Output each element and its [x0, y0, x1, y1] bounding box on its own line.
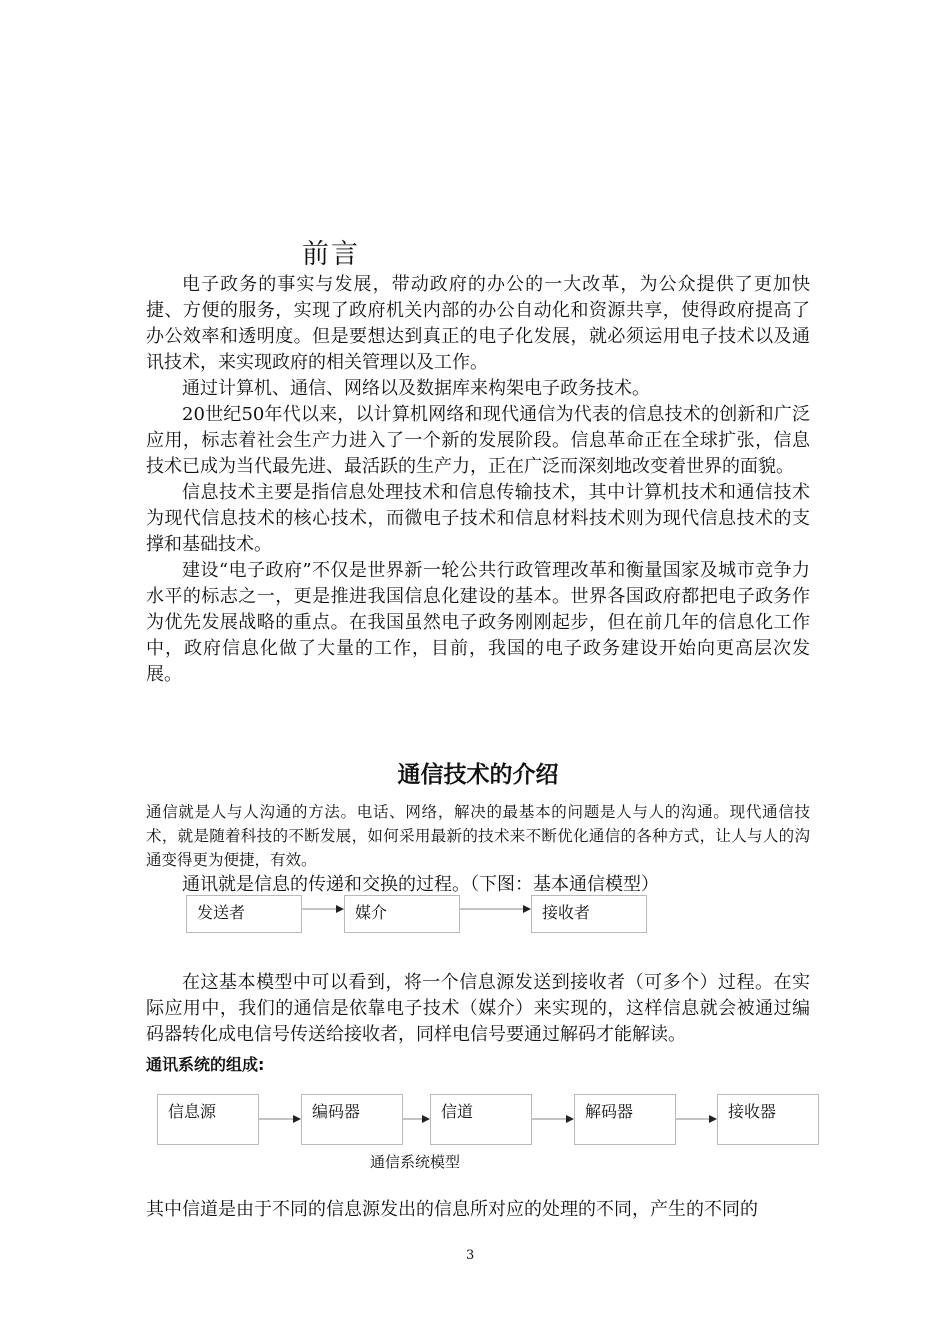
- section-intro-paragraph: 通信就是人与人沟通的方法。电话、网络，解决的最基本的问题是人与人的沟通。现代通信技术，就是随着科技的不断发展，如何采用最新的技术来不断优化通信的各种方式，让人与人的沟通变得更为便捷，有效。: [146, 803, 810, 869]
- model-explanation-paragraph: 在这基本模型中可以看到，将一个信息源发送到接收者（可多个）过程。在实际应用中，我们的通信是依靠电子技术（媒介）来实现的，这样信息就会被通过编码器转化成电信号传送给接收者，同样电信号要通过解码才能解读。: [146, 972, 810, 1045]
- section-title: 通信技术的介绍: [397, 762, 559, 788]
- preface-paragraph-4: 信息技术主要是指信息处理技术和信息传输技术，其中计算机技术和通信技术为现代信息技术的核心技术，而微电子技术和信息材料技术则为现代信息技术的支撑和基础技术。: [146, 482, 810, 555]
- diagram-box-receiver-system: 接收器: [717, 1094, 819, 1145]
- page-number: 3: [466, 1248, 475, 1263]
- system-model-caption: 通信系统模型: [370, 1153, 461, 1171]
- preface-paragraph-5: 建设“电子政府”不仅是世界新一轮公共行政管理改革和衡量国家及城市竞争力水平的标志之一，更是推进我国信息化建设的基本。世界各国政府都把电子政务作为优先发展战略的重点。在我国虽然电子政务刚刚起步，但在前几年的信息化工作中，政府信息化做了大量的工作，目前，我国的电子政务建设开始向更高层次发展。: [146, 560, 810, 685]
- channel-sentence: 其中信道是由于不同的信息源发出的信息所对应的处理的不同，产生的不同的: [146, 1199, 758, 1220]
- diagram-box-sender: 发送者: [186, 895, 302, 933]
- preface-paragraph-2: 通过计算机、通信、网络以及数据库来构架电子政务技术。: [182, 378, 650, 399]
- preface-paragraph-1: 电子政务的事实与发展，带动政府的办公的一大改革，为公众提供了更加快捷、方便的服务，实现了政府机关内部的办公自动化和资源共享，使得政府提高了办公效率和透明度。但是要想达到真正的电子化发展，就必须运用电子技术以及通讯技术，来实现政府的相关管理以及工作。: [146, 274, 810, 373]
- diagram-box-source: 信息源: [157, 1094, 259, 1145]
- system-composition-heading: 通讯系统的组成:: [146, 1055, 265, 1074]
- diagram-box-channel: 信道: [430, 1094, 532, 1145]
- preface-title: 前言: [302, 239, 360, 270]
- diagram-box-encoder: 编码器: [301, 1094, 403, 1145]
- diagram-box-medium: 媒介: [344, 895, 460, 933]
- preface-paragraph-3: 20世纪50年代以来，以计算机网络和现代通信为代表的信息技术的创新和广泛应用，标志着社会生产力进入了一个新的发展阶段。信息革命正在全球扩张，信息技术已成为当代最先进、最活跃的生产力，正在广泛而深刻地改变着世界的面貌。: [146, 404, 810, 477]
- diagram-box-receiver: 接收者: [531, 895, 647, 933]
- diagram-box-decoder: 解码器: [574, 1094, 676, 1145]
- model-caption-line: 通讯就是信息的传递和交换的过程。（下图：基本通信模型）: [182, 874, 659, 895]
